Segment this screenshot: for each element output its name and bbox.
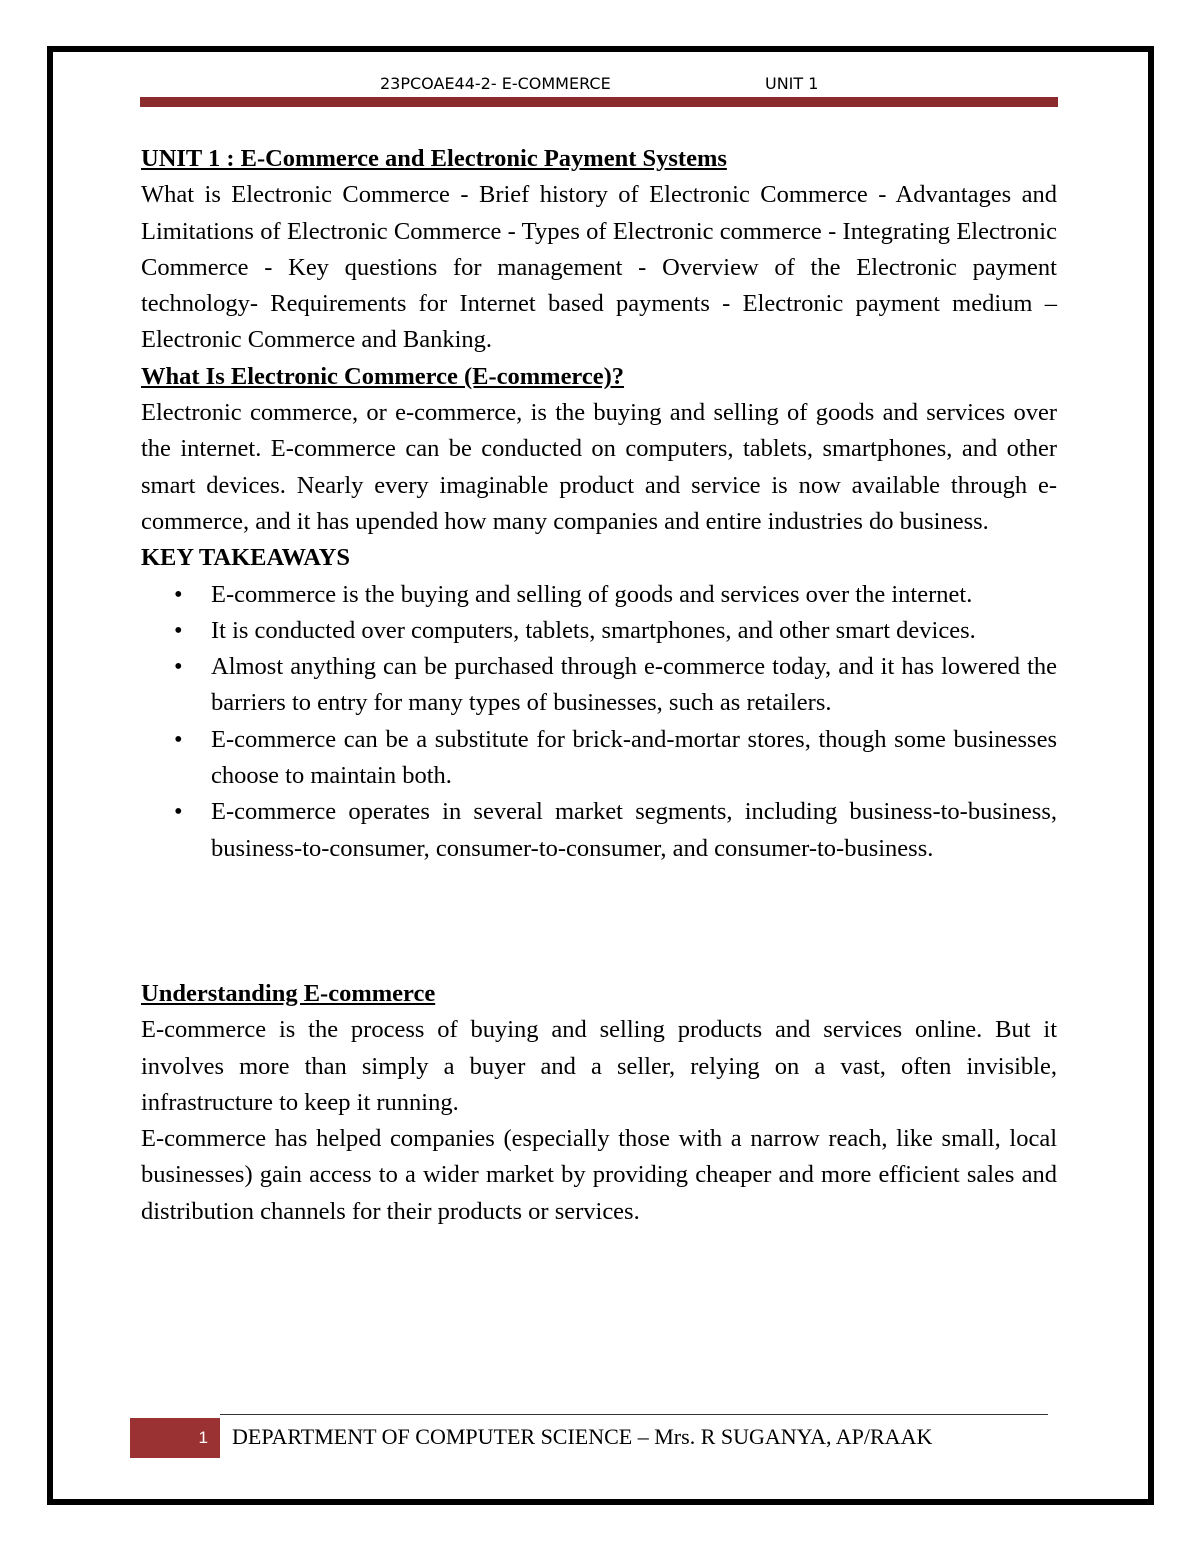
bullet-icon: • [174,616,183,644]
list-item [141,577,1057,613]
page-number: 1 [198,1428,208,1447]
unit-title: UNIT 1 : E-Commerce and Electronic Payment Systems [141,145,727,172]
footer-rule [220,1414,1048,1415]
vertical-spacer [141,867,1057,976]
list-item-text: Almost anything can be purchased through e-commerce today, and it has lowered the barriers to entry for many types of businesses, such as retailers. [211,653,1057,717]
page-header [140,72,1058,96]
bullet-icon: • [174,725,183,753]
unit-label: UNIT 1 [765,74,819,93]
course-code: 23PCOAE44-2- E-COMMERCE [380,74,611,93]
bullet-icon: • [174,798,183,826]
list-item-text: E-commerce operates in several market segments, including business-to-business, business-to-consumer, consumer-to-consumer, and consumer-to-business. [211,798,1057,862]
bullet-icon: • [174,580,183,608]
key-takeaways-list [141,577,1057,867]
list-item [141,649,1057,722]
list-item-text: E-commerce can be a substitute for brick-and-mortar stores, though some businesses choose to maintain both. [211,725,1057,790]
header-rule [140,97,1058,107]
ecommerce-definition-heading: What Is Electronic Commerce (E-commerce)? [141,362,625,390]
list-item-text: E-commerce is the buying and selling of goods and services over the internet. [211,580,973,608]
list-item [141,613,1057,649]
list-item [141,794,1057,867]
footer-department: DEPARTMENT OF COMPUTER SCIENCE – Mrs. R SUGANYA, AP/RAAK [232,1424,933,1449]
understanding-paragraph: E-commerce is the process of buying and selling products and services online. But it involves more than simply a buyer and a seller, relying on a vast, often invisible, infrastructure to keep it running. [141,1016,1057,1116]
page-number-box [130,1418,220,1458]
bullet-icon: • [174,653,183,681]
unit-syllabus: What is Electronic Commerce - Brief history of Electronic Commerce - Advantages and Limitations of Electronic Commerce - Types of Electronic commerce - Integrating Electronic Commerce - Key questions for management - Overview of the Electronic payment technology- Requirements for Internet based payments - Electronic payment medium – Electronic Commerce and Banking. [141,181,1057,354]
list-item [141,722,1057,795]
ecommerce-definition-paragraph: Electronic commerce, or e-commerce, is the buying and selling of goods and services over the internet. E-commerce can be conducted on computers, tablets, smartphones, and other smart devices. Nearly every imaginable product and service is now available through e-commerce, and it has upended how many companies and entire industries do business. [141,399,1057,535]
understanding-paragraph: E-commerce has helped companies (especially those with a narrow reach, like small, local businesses) gain access to a wider market by providing cheaper and more efficient sales and distribution channels for their products or services. [141,1125,1057,1225]
document-body [141,141,1057,1230]
key-takeaways-heading: KEY TAKEAWAYS [141,544,351,572]
list-item-text: It is conducted over computers, tablets, smartphones, and other smart devices. [211,616,976,644]
understanding-heading: Understanding E-commerce [141,979,436,1007]
